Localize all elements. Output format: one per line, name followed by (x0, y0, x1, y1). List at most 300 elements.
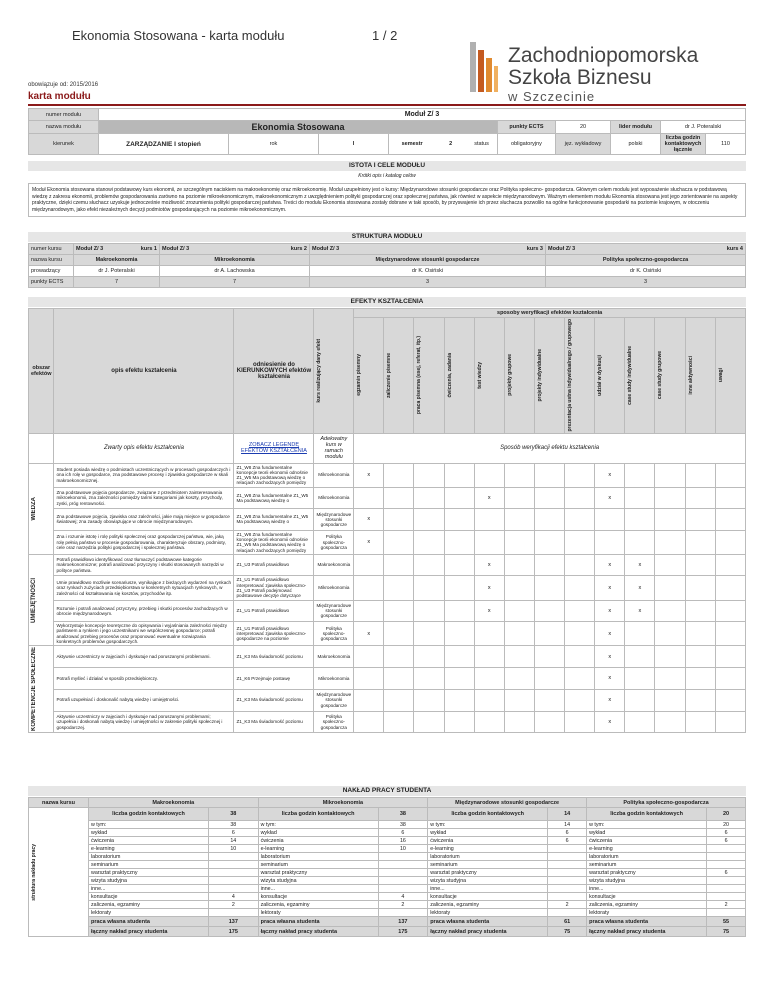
verification-cell (504, 711, 534, 733)
self-study-label: praca własna studenta (258, 917, 378, 927)
workload-item-value (707, 845, 746, 853)
adequate-course-label: Adekwatny kurs w ramach modułu (314, 433, 354, 463)
workload-item-label: konsultacje (587, 893, 707, 901)
verification-cell: x (625, 576, 655, 600)
verification-cell (384, 554, 414, 576)
row-label-name: nazwa kursu (29, 255, 74, 266)
course-header: kurs realizujący dany efekt (316, 338, 323, 403)
module-info-table (28, 108, 746, 155)
total-workload-label: łączny nakład pracy studenta (89, 927, 209, 937)
ects-value: 20 (556, 121, 611, 134)
verification-cell (444, 487, 474, 509)
verification-cell (685, 668, 715, 690)
workload-item-label: konsultacje (89, 893, 209, 901)
outcomes-table (28, 308, 746, 733)
outcome-reference: Z1_U1 Potrafi prawidłowo interpretować zjawiska społeczno- Z1_U3 Potrafi podejmować podstawowe decyzje dotyczące (234, 576, 314, 600)
verification-cell: x (474, 600, 504, 622)
verification-cell (625, 487, 655, 509)
verification-cell (354, 554, 384, 576)
workload-item-value: 4 (209, 893, 259, 901)
verification-cell (354, 646, 384, 668)
school-logo-icon (470, 42, 498, 92)
verification-cell (444, 509, 474, 531)
outcome-course: Międzynarodowe stosunki gospodarcze (314, 689, 354, 711)
workload-item-label: wykład (587, 829, 707, 837)
workload-item-label: wykład (258, 829, 378, 837)
verification-cell (534, 646, 564, 668)
outcome-reference: Z1_K3 Ma świadomość poziomu (234, 646, 314, 668)
contact-hours-label: liczba godzin kontaktowych (258, 808, 378, 821)
year-value: I (319, 134, 389, 155)
contact-hours-label: liczba godzin kontaktowych (587, 808, 707, 821)
verification-cell (565, 711, 595, 733)
verification-cell (444, 668, 474, 690)
outcome-reference: Z1_W8 Zna fundamentalne koncepcje teorii ekonomii odnośnie Z1_W5 Ma podstawową wiedzę o relacjach zachodzących pomiędzy (234, 530, 314, 554)
verification-cell (625, 711, 655, 733)
workload-item-value (548, 909, 587, 917)
verification-cell (444, 463, 474, 487)
outcome-course: Mikroekonomia (314, 576, 354, 600)
self-study-label: praca własna studenta (587, 917, 707, 927)
workload-item-label: ćwiczenia (587, 837, 707, 845)
verification-cell: x (595, 689, 625, 711)
verification-cell (565, 554, 595, 576)
verification-cell (504, 576, 534, 600)
verification-cell (595, 509, 625, 531)
verification-cell: x (595, 668, 625, 690)
method-header-2 (414, 318, 444, 434)
semester-label: semestr (401, 141, 423, 147)
card-title: karta modułu (28, 91, 91, 102)
verification-cell (414, 576, 444, 600)
workload-item-label: e-learning (258, 845, 378, 853)
k1-lecturer: dr J. Poteralski (74, 266, 160, 277)
row-label-ects: punkty ECTS (29, 277, 74, 288)
verification-cell (414, 530, 444, 554)
verification-cell: x (474, 487, 504, 509)
verification-cell (625, 646, 655, 668)
workload-item-label: e-learning (89, 845, 209, 853)
workload-item-label: laboratorium (89, 853, 209, 861)
workload-item-label: wizyta studyjna (89, 877, 209, 885)
workload-item-value: 6 (707, 869, 746, 877)
outcomes-section-title: EFEKTY KSZTAŁCENIA (28, 297, 746, 307)
verification-cell (625, 689, 655, 711)
verification-cell (685, 487, 715, 509)
outcome-course: Mikroekonomia (314, 487, 354, 509)
verification-cell: x (595, 576, 625, 600)
method-header-9 (625, 318, 655, 434)
workload-item-label: laboratorium (428, 853, 548, 861)
course-name-label: nazwa kursu (29, 798, 89, 808)
method-header-label: projekty indywidualne (536, 349, 543, 402)
verification-cell (474, 622, 504, 646)
verification-cell (504, 463, 534, 487)
verification-cell (414, 668, 444, 690)
workload-structure-label: struktura nakładu pracy (31, 843, 37, 901)
verification-cell (384, 463, 414, 487)
module-number-label: numer modułu (29, 109, 99, 121)
k4-module: Moduł Z/ 3 (548, 246, 576, 252)
verification-cell: x (595, 463, 625, 487)
verification-cell: x (595, 600, 625, 622)
verification-cell (534, 487, 564, 509)
outcome-row (29, 689, 746, 711)
verification-cell (444, 689, 474, 711)
verification-cell (384, 509, 414, 531)
workload-item-value (548, 861, 587, 869)
status-value: obligatoryjny (498, 134, 556, 155)
workload-item-label: zaliczenia, egzaminy (428, 901, 548, 909)
outcome-course: Polityka społeczno-gospodarcza (314, 530, 354, 554)
outcome-description: Aktywnie uczestniczy w zajęciach i dyskutuje nad poruszanymi problemami. (54, 646, 234, 668)
verification-cell (384, 711, 414, 733)
method-header-1 (384, 318, 414, 434)
verification-cell (715, 600, 745, 622)
verification-cell (414, 554, 444, 576)
k1-module: Moduł Z/ 3 (76, 246, 104, 252)
workload-item-label: w tym: (89, 821, 209, 829)
verification-cell (715, 509, 745, 531)
outcome-description: Potrafi uzupełniać i doskonalić nabytą wiedzę i umiejętności. (54, 689, 234, 711)
outcome-course: Mikroekonomia (314, 463, 354, 487)
outcome-course: Międzynarodowe stosunki gospodarcze (314, 509, 354, 531)
workload-item-value (378, 885, 428, 893)
outcome-reference: Z1_K3 Ma świadomość poziomu (234, 689, 314, 711)
verification-cell (504, 600, 534, 622)
workload-item-label: ćwiczenia (428, 837, 548, 845)
workload-item-value: 4 (378, 893, 428, 901)
workload-item-value: 10 (209, 845, 259, 853)
workload-item-value (707, 893, 746, 901)
outcome-description: Zna podstawowe pojęcia, zjawiska oraz zależności, jakie mają miejsce w gospodarce światowej; zna zasady obowiązujące w obrocie międzynarodowym. (54, 509, 234, 531)
method-header-label: inne aktywności (687, 355, 694, 395)
total-workload-value: 75 (548, 927, 587, 937)
workload-item-value: 2 (548, 901, 587, 909)
verification-cell (414, 487, 444, 509)
verification-cell (685, 646, 715, 668)
verification-cell (474, 668, 504, 690)
self-study-value: 137 (209, 917, 259, 927)
verification-cell (534, 530, 564, 554)
verification-cell (534, 668, 564, 690)
verification-cell (565, 622, 595, 646)
workload-item-label: lektoraty (258, 909, 378, 917)
method-header-11 (685, 318, 715, 434)
language-label: jęz. wykładowy (556, 134, 611, 155)
k3-name: Międzynarodowe stosunki gospodarcze (310, 255, 546, 266)
verification-cell (504, 487, 534, 509)
workload-item-value (378, 869, 428, 877)
k4-lecturer: dr K. Osiński (546, 266, 746, 277)
verification-cell (685, 711, 715, 733)
verification-cell (474, 530, 504, 554)
workload-item-label: w tym: (587, 821, 707, 829)
workload-item-value (548, 845, 587, 853)
workload-item-value (378, 909, 428, 917)
workload-item-label: wizyta studyjna (587, 877, 707, 885)
verification-cell (685, 509, 715, 531)
workload-item-label: seminarium (587, 861, 707, 869)
verification-cell (655, 576, 685, 600)
method-header-label: test wiedzy (476, 361, 483, 389)
verification-cell (414, 600, 444, 622)
verification-cell (655, 530, 685, 554)
outcome-description: Zna i rozumie istotę i rolę polityki społecznej oraz gospodarczej państwa, wie, jaką rolę pełnią państwo w procesie gospodarowania, charakteryzuje obszary, podmioty, cele oraz narzędzia polityki gospodarczej i społecznej państwa. (54, 530, 234, 554)
verification-cell (685, 463, 715, 487)
method-header-0 (354, 318, 384, 434)
ects-label: punkty ECTS (498, 121, 556, 134)
verification-cell (715, 689, 745, 711)
verification-cell (565, 668, 595, 690)
methods-header: sposoby weryfikacji efektów kształcenia (354, 309, 746, 318)
verification-cell: x (474, 576, 504, 600)
verification-cell (474, 509, 504, 531)
verification-cell (384, 576, 414, 600)
workload-item-label: inne... (428, 885, 548, 893)
workload-course-name: Międzynarodowe stosunki gospodarcze (428, 798, 587, 808)
verification-cell (354, 668, 384, 690)
workload-item-value: 2 (378, 901, 428, 909)
year-label: rok (229, 134, 319, 155)
contact-hours-label: liczba godzin kontaktowych łącznie (661, 134, 706, 155)
outcome-reference: Z1_U3 Potrafi prawidłowo (234, 554, 314, 576)
verification-cell (444, 711, 474, 733)
k1-name: Makroekonomia (74, 255, 160, 266)
method-header-12 (715, 318, 745, 434)
verification-cell: x (474, 554, 504, 576)
method-header-label: zaliczenie pisemne (386, 352, 393, 398)
verification-cell (414, 711, 444, 733)
verification-cell (534, 622, 564, 646)
outcome-row (29, 463, 746, 487)
verification-cell (474, 689, 504, 711)
method-header-label: ćwiczenia, zadania (446, 353, 453, 398)
workload-item-label: ćwiczenia (89, 837, 209, 845)
verification-cell (474, 463, 504, 487)
self-study-label: praca własna studenta (89, 917, 209, 927)
workload-item-value (209, 909, 259, 917)
workload-item-value (378, 853, 428, 861)
self-study-value: 61 (548, 917, 587, 927)
outcome-description: Umie prawidłowo mozliwie scenariusze, wynikające z bieżących wydarzeń na rynkach oraz rynkach zużyciach przedsiębiorstwa w konkretnych sytuacjach rynkowych, w zależności od kształtowania się kosztów, przychodów itp. (54, 576, 234, 600)
verification-cell (655, 487, 685, 509)
workload-item-value: 14 (209, 837, 259, 845)
outcome-row (29, 530, 746, 554)
structure-table (28, 243, 746, 288)
field-label: kierunek (29, 134, 99, 155)
outcome-course: Polityka społeczno-gospodarcza (314, 711, 354, 733)
outcome-row (29, 576, 746, 600)
workload-item-value (378, 861, 428, 869)
verification-cell (534, 509, 564, 531)
leader-value: dr J. Poteralski (661, 121, 746, 134)
workload-item-label: zaliczenia, egzaminy (89, 901, 209, 909)
workload-item-value (209, 853, 259, 861)
workload-item-value: 2 (209, 901, 259, 909)
workload-item-value: 6 (548, 829, 587, 837)
verification-cell (565, 463, 595, 487)
module-number-value: Moduł Z/ 3 (99, 109, 746, 121)
module-name-value: Ekonomia Stosowana (99, 121, 498, 134)
outcome-row (29, 622, 746, 646)
verification-cell (444, 530, 474, 554)
k2-module: Moduł Z/ 3 (162, 246, 190, 252)
verification-cell (625, 668, 655, 690)
verification-cell (715, 487, 745, 509)
verification-cell (715, 622, 745, 646)
verification-cell (565, 530, 595, 554)
verification-label: Sposób weryfikacji efektu kształcenia (354, 433, 746, 463)
outcome-row (29, 668, 746, 690)
workload-item-value: 6 (548, 837, 587, 845)
contact-hours-total: 20 (707, 808, 746, 821)
verification-cell (565, 576, 595, 600)
workload-item-value (548, 853, 587, 861)
verification-cell (685, 530, 715, 554)
verification-cell (565, 487, 595, 509)
logo-line-1: Zachodniopomorska (508, 44, 699, 67)
method-header-label: egzamin pisemny (356, 354, 363, 397)
verification-cell (384, 622, 414, 646)
outcome-description: Rozumie i potrafi analizować przyczyny, przebieg i skutki procesów zachodzących w obrocie międzynarodowym. (54, 600, 234, 622)
workload-item-value: 6 (707, 829, 746, 837)
method-header-label: praca pisemna (esej, referat, itp.) (416, 336, 423, 415)
workload-section-title: NAKŁAD PRACY STUDENTA (28, 786, 746, 796)
verification-cell (625, 530, 655, 554)
outcome-reference: Z1_K3 Ma świadomość poziomu (234, 711, 314, 733)
workload-item-value: 38 (209, 821, 259, 829)
contact-hours-value: 110 (706, 134, 746, 155)
workload-item-value (209, 869, 259, 877)
verification-cell (565, 509, 595, 531)
verification-cell (655, 689, 685, 711)
verification-cell (625, 509, 655, 531)
method-header-label: case study indywidualne (627, 345, 634, 405)
workload-item-label: warsztat praktyczny (258, 869, 378, 877)
outcome-row (29, 600, 746, 622)
outcome-reference: Z1_W8 Zna fundamentalne Z1_W5 Ma podstawową wiedzę o (234, 509, 314, 531)
module-name-label: nazwa modułu (29, 121, 99, 134)
verification-cell (655, 463, 685, 487)
method-header-5 (504, 318, 534, 434)
workload-item-value: 16 (378, 837, 428, 845)
workload-item-label: lektoraty (428, 909, 548, 917)
workload-item-value (209, 885, 259, 893)
outcome-row (29, 554, 746, 576)
language-value: polski (611, 134, 661, 155)
verification-cell (444, 554, 474, 576)
outcome-row (29, 509, 746, 531)
verification-cell (474, 646, 504, 668)
k1-ects: 7 (74, 277, 160, 288)
workload-item-value: 2 (707, 901, 746, 909)
essence-section-title: ISTOTA I CELE MODUŁU (28, 161, 746, 171)
total-workload-label: łączny nakład pracy studenta (587, 927, 707, 937)
document-title: Ekonomia Stosowana - karta modułu (72, 28, 285, 43)
workload-item-label: seminarium (258, 861, 378, 869)
workload-item-value (707, 853, 746, 861)
workload-item-value: 20 (707, 821, 746, 829)
verification-cell (504, 509, 534, 531)
verification-cell (534, 689, 564, 711)
legend-link[interactable]: ZOBACZ LEGENDĘ EFEKTÓW KSZTAŁCENIA (241, 442, 307, 455)
outcome-description: Wykorzystuje koncepcje teoretyczne do opisywania i wyjaśniania zależności między państwem a rynkiem i jego uczestnikami we współczesnej gospodarce; potrafi analizować przebieg procesów oraz proponować ewentualne rozwiązania konkretnych problemów gospodarczych. (54, 622, 234, 646)
verification-cell (685, 600, 715, 622)
workload-item-value: 38 (378, 821, 428, 829)
method-header-label: prezentacja ustna indywidualnego / grupowego (567, 319, 574, 432)
method-header-label: case study grupowe (657, 351, 664, 400)
verification-cell (534, 463, 564, 487)
outcome-reference: Z1_U1 Potrafi prawidłowo (234, 600, 314, 622)
workload-item-label: inne... (89, 885, 209, 893)
workload-item-label: lektoraty (587, 909, 707, 917)
reference-header: odniesienie do KIERUNKOWYCH efektów kształcenia (234, 309, 314, 434)
total-workload-label: łączny nakład pracy studenta (428, 927, 548, 937)
outcome-row (29, 487, 746, 509)
method-header-label: uwagi (717, 368, 724, 383)
verification-cell: x (595, 487, 625, 509)
area-cell (29, 463, 54, 554)
status-label: status (474, 141, 489, 147)
contact-hours-total: 38 (209, 808, 259, 821)
k2-lecturer: dr A. Lachowska (160, 266, 310, 277)
outcome-reference: Z1_K6 Przejmuje postawę (234, 668, 314, 690)
k2-course: kurs 2 (290, 246, 307, 252)
contact-hours-total: 38 (378, 808, 428, 821)
outcome-course: Międzynarodowe stosunki gospodarcze (314, 600, 354, 622)
verification-cell (474, 711, 504, 733)
outcome-description: Zna podstawowe pojęcia gospodarcze, związane z przedmiotem zainteresowania mikroekonomii, zna zależności pomiędzy tańmi kategoriami jak koszty, przychody, zyski, próg rentowności. (54, 487, 234, 509)
workload-item-label: warsztat praktyczny (428, 869, 548, 877)
contact-hours-total: 14 (548, 808, 587, 821)
verification-cell (715, 530, 745, 554)
verification-cell (444, 646, 474, 668)
outcome-course: Polityka społeczno-gospodarcza (314, 622, 354, 646)
area-label: WIEDZA (31, 496, 37, 521)
verification-cell (655, 622, 685, 646)
verification-cell (504, 689, 534, 711)
essence-text: Moduł Ekonomia stosowana stanowi podstawowy kurs ekonomii, ze szczególnym naciskiem na makroekonomię oraz mikroekonomię. Moduł uzupełniony jest o kursy: Międzynarodowe stosunki gospodarcze oraz Polityka społeczno- gospodarcza. Głównym celem modułu jest wyposażenie słuchacza w podstawową wiedzę z zakresu ekonomii, problemów gospodarowania zarówno na poziomie mikroekonomicznym, makroekonomicznym z uwzględnieniem polityki gospodarczej oraz społecznej państwa, jak również w aspekcie międzynarodowym. Ważnym elementem modułu Ekonomia stosowana jest jego zorientowanie na aspekty praktyczne, dzięki czemu słuchacz uzyskuje jednocześnie możliwość zrozumienia polityki gospodarczej państwa. Treści do modułu Ekonomia stosowana zostały dobrane w taki sposób, by przyswajenie ich przez słuchacza pozwoliło na ogólne funkcjonowanie gospodarki na poziomie krajowym, w otoczeniu międzynarodowym, jako efekt niezależnych decyzji podmiotów gospodarujących na poziomie mikroekonomicznym. (28, 183, 746, 217)
k3-course: kurs 3 (526, 246, 543, 252)
workload-structure-cell (29, 808, 89, 937)
self-study-label: praca własna studenta (428, 917, 548, 927)
workload-item-label: e-learning (587, 845, 707, 853)
workload-item-label: warsztat praktyczny (89, 869, 209, 877)
area-cell (29, 554, 54, 645)
workload-item-label: warsztat praktyczny (587, 869, 707, 877)
workload-item-value (378, 877, 428, 885)
outcome-row (29, 711, 746, 733)
outcome-course: Makroekonomia (314, 646, 354, 668)
verification-cell (595, 530, 625, 554)
verification-cell: x (595, 622, 625, 646)
total-workload-value: 175 (209, 927, 259, 937)
workload-item-value: 10 (378, 845, 428, 853)
description-header: opis efektu kształcenia (54, 309, 234, 434)
verification-cell: x (595, 646, 625, 668)
k2-name: Mikroekonomia (160, 255, 310, 266)
verification-cell (384, 600, 414, 622)
verification-cell (354, 689, 384, 711)
contact-hours-label: liczba godzin kontaktowych (428, 808, 548, 821)
workload-item-label: konsultacje (428, 893, 548, 901)
verification-cell (504, 668, 534, 690)
verification-cell (655, 646, 685, 668)
row-label-lecturer: prowadzący (29, 266, 74, 277)
self-study-value: 137 (378, 917, 428, 927)
verification-cell: x (625, 554, 655, 576)
